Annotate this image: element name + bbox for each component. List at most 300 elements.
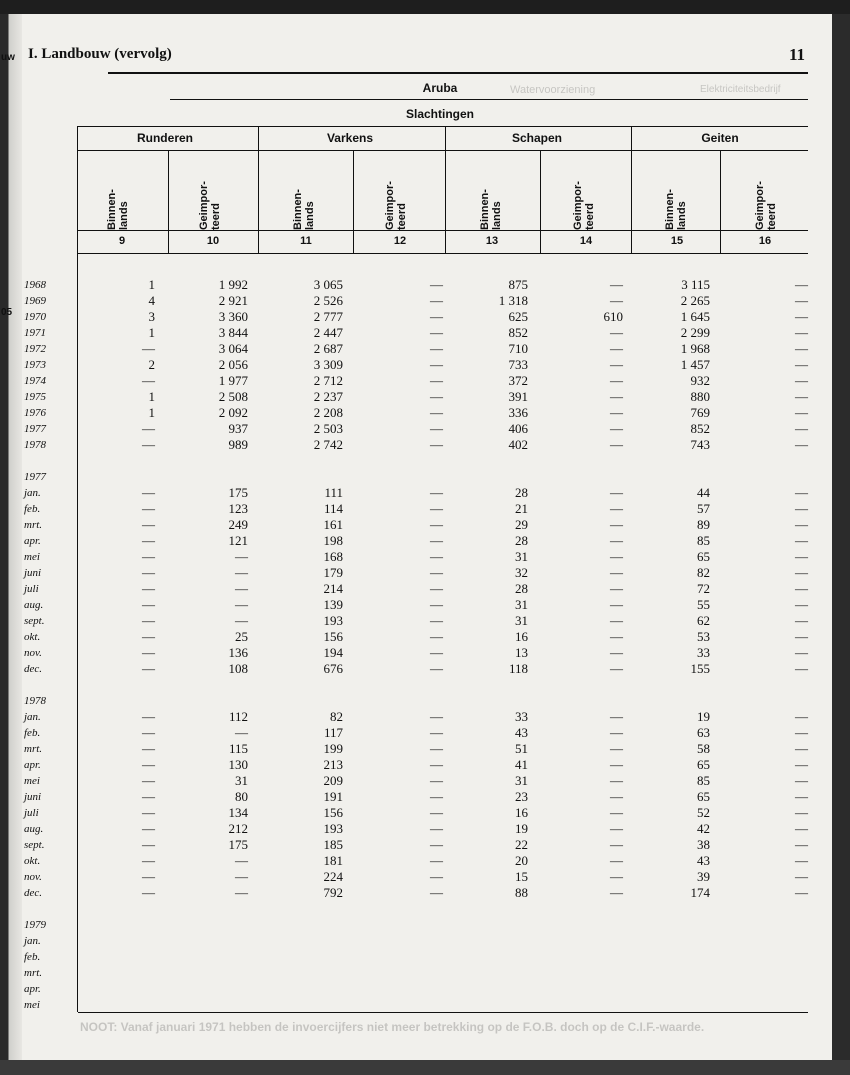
table-cell: — — [610, 837, 623, 852]
table-cell: — — [610, 597, 623, 612]
table-cell: 198 — [323, 533, 343, 548]
row-label: 1979 — [24, 919, 46, 931]
table-cell: 391 — [508, 389, 528, 404]
table-cell: — — [430, 357, 443, 372]
table-cell: — — [795, 309, 808, 324]
row-label: sept. — [24, 615, 45, 627]
table-cell: 88 — [515, 885, 528, 900]
table-cell: — — [795, 757, 808, 772]
table-cell: — — [610, 565, 623, 580]
margin-mark: uw — [1, 52, 15, 63]
table-cell: — — [795, 613, 808, 628]
row-label: feb. — [24, 951, 41, 963]
row-label: juli — [24, 583, 39, 595]
table-cell: 57 — [697, 501, 710, 516]
table-cell: 89 — [697, 517, 710, 532]
row-label: juli — [24, 807, 39, 819]
table-cell: — — [142, 533, 155, 548]
table-cell: 80 — [235, 789, 248, 804]
table-cell: — — [610, 645, 623, 660]
table-cell: — — [795, 325, 808, 340]
table-cell: 33 — [697, 645, 710, 660]
table-cell: — — [795, 373, 808, 388]
row-label: 1972 — [24, 343, 46, 355]
table-cell: 3 360 — [218, 309, 248, 324]
table-cell: 118 — [508, 661, 528, 676]
table-cell: — — [795, 661, 808, 676]
table-cell: 156 — [323, 629, 343, 644]
table-cell: — — [795, 709, 808, 724]
row-label: juni — [24, 567, 42, 579]
table-cell: — — [610, 757, 623, 772]
table-cell: 22 — [515, 837, 528, 852]
previous-page-margin — [0, 14, 22, 1060]
row-label: 1970 — [24, 311, 46, 323]
row-label: 1977 — [24, 423, 46, 435]
row-label: nov. — [24, 647, 42, 659]
table-cell: — — [430, 661, 443, 676]
table-cell: 155 — [690, 661, 710, 676]
table-cell: 65 — [697, 757, 710, 772]
table-cell: — — [430, 725, 443, 740]
table-cell: — — [795, 885, 808, 900]
table-cell: — — [430, 325, 443, 340]
table-cell: 31 — [235, 773, 248, 788]
column-number: 16 — [758, 235, 772, 247]
table-cell: — — [610, 581, 623, 596]
table-cell: — — [610, 709, 623, 724]
table-cell: — — [142, 725, 155, 740]
row-label: jan. — [24, 935, 41, 947]
column-number: 12 — [393, 235, 407, 247]
table-cell: 62 — [697, 613, 710, 628]
table-cell: — — [142, 789, 155, 804]
table-cell: 28 — [515, 533, 528, 548]
table-cell: 2 056 — [218, 357, 248, 372]
row-label: dec. — [24, 663, 43, 675]
subhead-geimporteerd: Geimpor- teerd — [384, 181, 408, 230]
table-cell: 168 — [323, 549, 343, 564]
table-cell: — — [235, 565, 248, 580]
table-cell: 733 — [508, 357, 528, 372]
table-cell: 2 687 — [313, 341, 343, 356]
table-cell: — — [430, 789, 443, 804]
group-varkens: Varkens — [326, 131, 374, 145]
subhead-geimporteerd: Geimpor- teerd — [754, 181, 778, 230]
table-cell: 194 — [323, 645, 343, 660]
table-cell: 31 — [515, 773, 528, 788]
table-cell: 372 — [508, 373, 528, 388]
table-cell: 44 — [697, 485, 710, 500]
table-cell: 625 — [508, 309, 528, 324]
row-label: mei — [24, 775, 40, 787]
table-cell: 3 065 — [313, 277, 343, 292]
table-cell: 2 503 — [313, 421, 343, 436]
table-cell: 402 — [508, 437, 528, 452]
row-label: 1976 — [24, 407, 46, 419]
table-cell: — — [610, 357, 623, 372]
table-cell: 2 237 — [313, 389, 343, 404]
table-cell: — — [795, 869, 808, 884]
table-cell: 43 — [515, 725, 528, 740]
table-cell: 2 921 — [218, 293, 248, 308]
table-cell: — — [142, 517, 155, 532]
table-cell: 21 — [515, 501, 528, 516]
row-label: apr. — [24, 535, 41, 547]
row-label: apr. — [24, 983, 41, 995]
table-cell: 115 — [228, 741, 248, 756]
table-cell: 63 — [697, 725, 710, 740]
region-rule — [170, 99, 808, 100]
table-cell: — — [795, 485, 808, 500]
table-cell: — — [142, 853, 155, 868]
table-cell: — — [430, 869, 443, 884]
table-cell: 2 777 — [313, 309, 343, 324]
group-divider — [445, 126, 446, 254]
table-cell: — — [430, 485, 443, 500]
table-cell: 33 — [515, 709, 528, 724]
table-cell: — — [142, 373, 155, 388]
table-cell: 28 — [515, 485, 528, 500]
table-cell: — — [610, 277, 623, 292]
table-cell: 1 992 — [218, 277, 248, 292]
row-label: 1974 — [24, 375, 46, 387]
table-cell: — — [430, 757, 443, 772]
table-cell: — — [610, 789, 623, 804]
table-cell: 3 309 — [313, 357, 343, 372]
table-subtitle: Slachtingen — [405, 107, 474, 121]
table-cell: 52 — [697, 805, 710, 820]
table-cell: 65 — [697, 549, 710, 564]
table-cell: 710 — [508, 341, 528, 356]
table-cell: 130 — [228, 757, 248, 772]
table-cell: — — [795, 517, 808, 532]
table-cell: 55 — [697, 597, 710, 612]
table-cell: 117 — [323, 725, 343, 740]
table-cell: — — [795, 629, 808, 644]
table-cell: — — [610, 421, 623, 436]
table-cell: 39 — [697, 869, 710, 884]
table-cell: 31 — [515, 613, 528, 628]
table-cell: — — [795, 341, 808, 356]
table-cell: — — [795, 853, 808, 868]
row-label: juni — [24, 791, 42, 803]
table-cell: 214 — [323, 581, 343, 596]
table-cell: — — [610, 549, 623, 564]
table-cell: — — [142, 565, 155, 580]
table-cell: — — [795, 501, 808, 516]
table-cell: — — [235, 853, 248, 868]
table-cell: — — [795, 405, 808, 420]
table-cell: 3 115 — [681, 277, 710, 292]
table-cell: 2 447 — [313, 325, 343, 340]
table-cell: 1 — [148, 405, 155, 420]
row-label: apr. — [24, 759, 41, 771]
row-label: mei — [24, 551, 40, 563]
table-cell: — — [142, 773, 155, 788]
subcol-divider — [168, 150, 169, 254]
colnum-rule — [78, 253, 808, 254]
subhead-rule — [78, 230, 808, 231]
subcol-divider — [540, 150, 541, 254]
subhead-geimporteerd: Geimpor- teerd — [572, 181, 596, 230]
page-title: I. Landbouw (vervolg) — [28, 46, 172, 62]
table-cell: 85 — [697, 773, 710, 788]
table-cell: 41 — [515, 757, 528, 772]
table-cell: 161 — [323, 517, 343, 532]
table-cell: — — [235, 725, 248, 740]
table-cell: — — [795, 837, 808, 852]
table-cell: 175 — [228, 837, 248, 852]
table-cell: — — [610, 341, 623, 356]
table-cell: — — [795, 533, 808, 548]
table-cell: 175 — [228, 485, 248, 500]
column-number: 14 — [579, 235, 593, 247]
table-cell: — — [610, 437, 623, 452]
table-cell: 743 — [690, 437, 710, 452]
table-cell: 16 — [515, 805, 528, 820]
table-cell: 193 — [323, 821, 343, 836]
table-cell: 19 — [515, 821, 528, 836]
row-label: jan. — [24, 711, 41, 723]
table-cell: — — [430, 501, 443, 516]
table-cell: 181 — [323, 853, 343, 868]
subhead-binnenlands: Binnen- lands — [106, 189, 130, 230]
table-cell: 114 — [323, 501, 343, 516]
table-cell: — — [430, 581, 443, 596]
group-divider — [631, 126, 632, 254]
bleed-through-note: NOOT: Vanaf januari 1971 hebben de invoercijfers niet meer betrekking op de F.O.B. doch op de C.I.F.-waarde. — [80, 1020, 705, 1034]
table-left-rule — [77, 126, 78, 1012]
table-cell: 121 — [228, 533, 248, 548]
table-cell: 179 — [323, 565, 343, 580]
table-cell: 25 — [235, 629, 248, 644]
table-cell: — — [430, 549, 443, 564]
table-cell: 2 092 — [218, 405, 248, 420]
table-cell: 72 — [697, 581, 710, 596]
table-cell: — — [142, 645, 155, 660]
table-cell: — — [795, 389, 808, 404]
table-cell: — — [795, 549, 808, 564]
table-cell: 2 508 — [218, 389, 248, 404]
table-cell: 213 — [323, 757, 343, 772]
table-cell: 989 — [228, 437, 248, 452]
table-cell: — — [795, 821, 808, 836]
group-runderen: Runderen — [136, 131, 193, 145]
table-cell: — — [795, 421, 808, 436]
table-cell: — — [430, 805, 443, 820]
table-cell: — — [795, 597, 808, 612]
row-label: mrt. — [24, 967, 43, 979]
row-label: 1969 — [24, 295, 46, 307]
table-cell: — — [610, 629, 623, 644]
table-cell: 852 — [508, 325, 528, 340]
row-label: aug. — [24, 823, 44, 835]
row-label: mrt. — [24, 519, 43, 531]
table-cell: — — [430, 437, 443, 452]
table-cell: 880 — [690, 389, 710, 404]
table-cell: 123 — [228, 501, 248, 516]
table-cell: — — [610, 485, 623, 500]
table-cell: — — [795, 773, 808, 788]
table-cell: 191 — [323, 789, 343, 804]
table-cell: 3 844 — [218, 325, 248, 340]
table-cell: — — [610, 725, 623, 740]
row-label: 1973 — [24, 359, 46, 371]
row-label: nov. — [24, 871, 42, 883]
table-cell: — — [142, 741, 155, 756]
table-cell: 1 318 — [498, 293, 528, 308]
table-cell: — — [795, 725, 808, 740]
table-cell: — — [430, 629, 443, 644]
table-cell: — — [610, 821, 623, 836]
table-cell: — — [430, 277, 443, 292]
table-cell: 111 — [324, 485, 343, 500]
table-cell: — — [235, 549, 248, 564]
table-cell: — — [610, 869, 623, 884]
row-label: jan. — [24, 487, 41, 499]
table-cell: — — [795, 741, 808, 756]
row-label: 1971 — [24, 327, 46, 339]
table-cell: — — [430, 565, 443, 580]
table-cell: 1 645 — [680, 309, 710, 324]
table-cell: — — [142, 341, 155, 356]
row-label: aug. — [24, 599, 44, 611]
table-cell: 2 742 — [313, 437, 343, 452]
table-cell: 28 — [515, 581, 528, 596]
column-number: 9 — [118, 235, 126, 247]
table-cell: 31 — [515, 597, 528, 612]
table-cell: — — [610, 533, 623, 548]
row-label: okt. — [24, 855, 41, 867]
scan-bottom-edge — [0, 1060, 850, 1075]
table-cell: 58 — [697, 741, 710, 756]
table-cell: 249 — [228, 517, 248, 532]
table-cell: 42 — [697, 821, 710, 836]
table-cell: — — [235, 581, 248, 596]
table-cell: 2 — [148, 357, 155, 372]
table-cell: 209 — [323, 773, 343, 788]
table-cell: 224 — [323, 869, 343, 884]
table-cell: 852 — [690, 421, 710, 436]
group-geiten: Geiten — [701, 131, 739, 145]
table-cell: 610 — [603, 309, 623, 324]
table-cell: 336 — [508, 405, 528, 420]
region-heading: Aruba — [422, 81, 458, 95]
column-number: 10 — [206, 235, 220, 247]
table-cell: — — [142, 501, 155, 516]
table-cell: — — [142, 437, 155, 452]
table-cell: — — [610, 293, 623, 308]
scan-top-edge — [0, 0, 850, 14]
table-cell: — — [430, 773, 443, 788]
bleed-through-electricity: Elektriciteitsbedrijf — [700, 84, 781, 95]
table-cell: 174 — [690, 885, 710, 900]
table-cell: — — [610, 853, 623, 868]
row-label: 1968 — [24, 279, 46, 291]
table-cell: — — [142, 821, 155, 836]
table-cell: — — [610, 885, 623, 900]
table-cell: 2 208 — [313, 405, 343, 420]
table-cell: — — [142, 421, 155, 436]
table-cell: 134 — [228, 805, 248, 820]
table-cell: — — [142, 485, 155, 500]
table-cell: 38 — [697, 837, 710, 852]
row-label: okt. — [24, 631, 41, 643]
table-cell: 136 — [228, 645, 248, 660]
table-cell: — — [430, 373, 443, 388]
table-cell: — — [795, 277, 808, 292]
subhead-binnenlands: Binnen- lands — [479, 189, 503, 230]
table-cell: — — [142, 837, 155, 852]
table-cell: 1 977 — [218, 373, 248, 388]
table-cell: — — [142, 757, 155, 772]
table-cell: — — [235, 613, 248, 628]
table-cell: — — [142, 661, 155, 676]
table-cell: 16 — [515, 629, 528, 644]
table-cell: 85 — [697, 533, 710, 548]
table-cell: — — [142, 709, 155, 724]
table-cell: — — [142, 581, 155, 596]
subtitle-rule — [78, 126, 808, 127]
table-cell: 875 — [508, 277, 528, 292]
table-cell: 185 — [323, 837, 343, 852]
bleed-through-title: Watervoorziening — [510, 84, 596, 96]
table-cell: — — [235, 885, 248, 900]
table-cell: 2 712 — [313, 373, 343, 388]
table-cell: — — [430, 597, 443, 612]
table-cell: — — [430, 341, 443, 356]
scan-right-edge — [832, 14, 850, 1075]
table-cell: — — [430, 309, 443, 324]
table-cell: — — [795, 789, 808, 804]
table-cell: — — [142, 805, 155, 820]
table-cell: — — [430, 293, 443, 308]
column-number: 15 — [670, 235, 684, 247]
table-cell: — — [610, 405, 623, 420]
table-cell: — — [430, 517, 443, 532]
table-cell: — — [430, 885, 443, 900]
table-cell: 1 — [148, 277, 155, 292]
table-cell: 112 — [228, 709, 248, 724]
table-cell: 1 — [148, 389, 155, 404]
table-cell: 769 — [690, 405, 710, 420]
table-cell: 15 — [515, 869, 528, 884]
table-cell: — — [795, 357, 808, 372]
table-cell: — — [610, 501, 623, 516]
table-cell: 792 — [323, 885, 343, 900]
table-cell: — — [142, 613, 155, 628]
table-cell: — — [430, 709, 443, 724]
table-cell: 139 — [323, 597, 343, 612]
column-number: 11 — [300, 235, 312, 247]
table-cell: — — [142, 597, 155, 612]
subcol-divider — [353, 150, 354, 254]
table-cell: 82 — [330, 709, 343, 724]
row-label: 1978 — [24, 695, 46, 707]
table-cell: — — [142, 885, 155, 900]
table-cell: 2 265 — [680, 293, 710, 308]
table-cell: 193 — [323, 613, 343, 628]
table-cell: — — [610, 389, 623, 404]
table-cell: — — [795, 293, 808, 308]
table-cell: 32 — [515, 565, 528, 580]
table-cell: — — [610, 517, 623, 532]
table-cell: 4 — [148, 293, 155, 308]
column-number: 13 — [485, 235, 499, 247]
table-cell: — — [430, 421, 443, 436]
table-cell: — — [795, 805, 808, 820]
